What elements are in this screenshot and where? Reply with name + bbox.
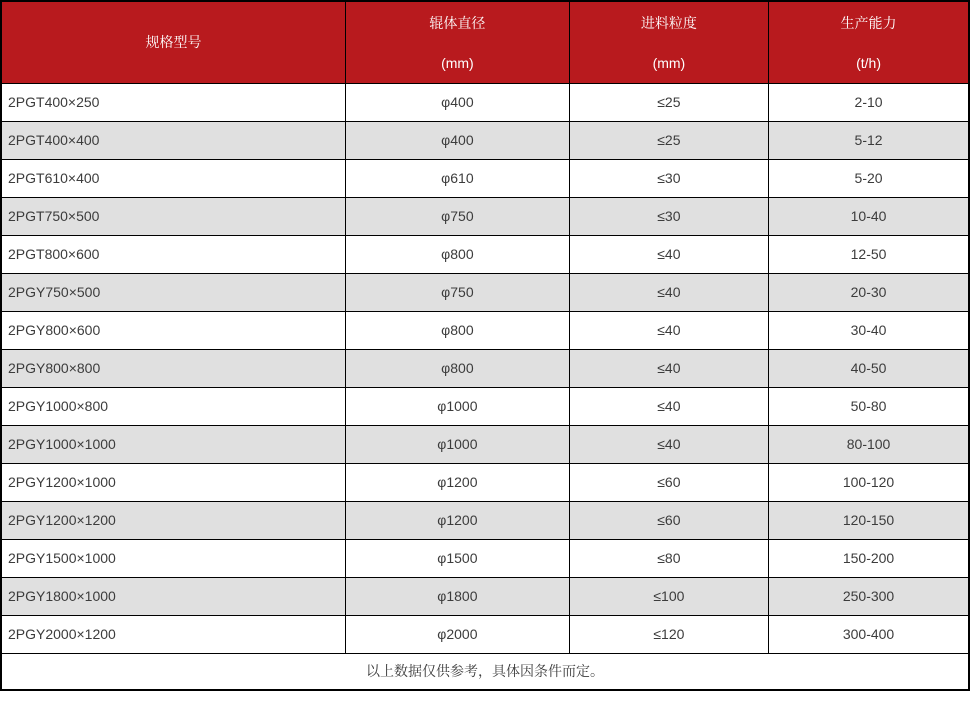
roller-diameter-cell: φ800 [346, 311, 570, 349]
header-row [1, 1, 969, 83]
roller-diameter-cell: φ1500 [346, 539, 570, 577]
header-feed-size-unit: (mm) [652, 55, 686, 72]
roller-diameter-cell: φ1000 [346, 425, 570, 463]
table-row [1, 273, 969, 311]
roller-diameter-cell: φ400 [346, 121, 570, 159]
roller-diameter-cell: φ800 [346, 349, 570, 387]
model-cell: 2PGT750×500 [1, 197, 346, 235]
table-row [1, 615, 969, 653]
model-cell: 2PGY1800×1000 [1, 577, 346, 615]
model-cell: 2PGY2000×1200 [1, 615, 346, 653]
roller-diameter-cell: φ400 [346, 83, 570, 121]
feed-size-cell: ≤120 [569, 615, 768, 653]
feed-size-cell: ≤60 [569, 463, 768, 501]
table-row [1, 235, 969, 273]
header-capacity [769, 1, 969, 83]
table-body [1, 83, 969, 653]
table-row [1, 501, 969, 539]
capacity-cell: 10-40 [769, 197, 969, 235]
table-row [1, 425, 969, 463]
header-feed-size-stack [570, 2, 768, 83]
feed-size-cell: ≤80 [569, 539, 768, 577]
header-model [1, 1, 346, 83]
table-header [1, 1, 969, 83]
capacity-cell: 120-150 [769, 501, 969, 539]
model-cell: 2PGY750×500 [1, 273, 346, 311]
feed-size-cell: ≤40 [569, 311, 768, 349]
table-row [1, 387, 969, 425]
roller-diameter-cell: φ750 [346, 197, 570, 235]
capacity-cell: 300-400 [769, 615, 969, 653]
model-cell: 2PGY1200×1200 [1, 501, 346, 539]
capacity-cell: 30-40 [769, 311, 969, 349]
feed-size-cell: ≤40 [569, 387, 768, 425]
capacity-cell: 12-50 [769, 235, 969, 273]
capacity-cell: 2-10 [769, 83, 969, 121]
capacity-cell: 80-100 [769, 425, 969, 463]
header-capacity-unit: (t/h) [856, 55, 881, 72]
model-cell: 2PGY1000×1000 [1, 425, 346, 463]
roller-diameter-cell: φ1200 [346, 463, 570, 501]
table-row [1, 311, 969, 349]
feed-size-cell: ≤40 [569, 235, 768, 273]
header-roller-diameter-stack [346, 2, 569, 83]
footer-row [1, 653, 969, 690]
roller-diameter-cell: φ1000 [346, 387, 570, 425]
roller-diameter-cell: φ750 [346, 273, 570, 311]
feed-size-cell: ≤40 [569, 425, 768, 463]
table-row [1, 539, 969, 577]
table-row [1, 577, 969, 615]
capacity-cell: 5-20 [769, 159, 969, 197]
model-cell: 2PGY1200×1000 [1, 463, 346, 501]
model-cell: 2PGY800×800 [1, 349, 346, 387]
table-row [1, 83, 969, 121]
capacity-cell: 100-120 [769, 463, 969, 501]
roller-diameter-cell: φ2000 [346, 615, 570, 653]
roller-diameter-cell: φ1200 [346, 501, 570, 539]
model-cell: 2PGT610×400 [1, 159, 346, 197]
feed-size-cell: ≤30 [569, 159, 768, 197]
capacity-cell: 20-30 [769, 273, 969, 311]
header-capacity-label: 生产能力 [840, 15, 897, 32]
feed-size-cell: ≤25 [569, 121, 768, 159]
table-row [1, 197, 969, 235]
feed-size-cell: ≤40 [569, 273, 768, 311]
roller-diameter-cell: φ1800 [346, 577, 570, 615]
feed-size-cell: ≤40 [569, 349, 768, 387]
header-capacity-stack [769, 2, 968, 83]
capacity-cell: 250-300 [769, 577, 969, 615]
header-feed-size-label: 进料粒度 [640, 15, 697, 32]
feed-size-cell: ≤25 [569, 83, 768, 121]
capacity-cell: 5-12 [769, 121, 969, 159]
header-roller-diameter [346, 1, 570, 83]
model-cell: 2PGY800×600 [1, 311, 346, 349]
roller-diameter-cell: φ610 [346, 159, 570, 197]
table-row [1, 463, 969, 501]
feed-size-cell: ≤60 [569, 501, 768, 539]
table-footer [1, 653, 969, 690]
model-cell: 2PGT400×250 [1, 83, 346, 121]
model-cell: 2PGY1500×1000 [1, 539, 346, 577]
model-cell: 2PGY1000×800 [1, 387, 346, 425]
capacity-cell: 150-200 [769, 539, 969, 577]
header-roller-diameter-unit: (mm) [441, 55, 474, 72]
capacity-cell: 40-50 [769, 349, 969, 387]
capacity-cell: 50-80 [769, 387, 969, 425]
feed-size-cell: ≤30 [569, 197, 768, 235]
table-row [1, 159, 969, 197]
feed-size-cell: ≤100 [569, 577, 768, 615]
model-cell: 2PGT800×600 [1, 235, 346, 273]
footer-note: 以上数据仅供参考，具体因条件而定。 [1, 653, 969, 690]
model-cell: 2PGT400×400 [1, 121, 346, 159]
table-row [1, 349, 969, 387]
header-feed-size [569, 1, 768, 83]
header-model-label: 规格型号 [145, 34, 202, 51]
table-row [1, 121, 969, 159]
roller-diameter-cell: φ800 [346, 235, 570, 273]
header-roller-diameter-label: 辊体直径 [429, 15, 486, 32]
